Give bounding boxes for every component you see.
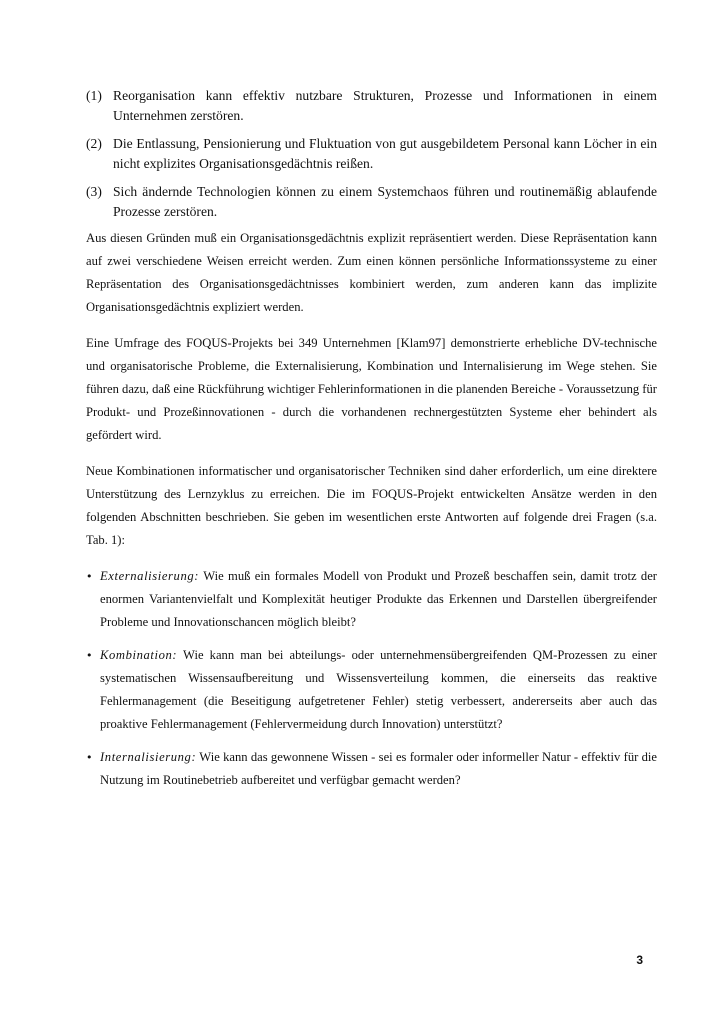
list-item <box>86 182 657 222</box>
bullet-icon: • <box>86 751 93 764</box>
list-item <box>86 134 657 174</box>
bullet-term: Kombination: <box>100 648 178 662</box>
bullet-text: Wie kann das gewonnene Wissen - sei es formaler oder informeller Natur - effektiv für die Nutzung im Routinebetrieb aufbereitet und verfügbar gemacht werden? <box>100 750 657 787</box>
list-item <box>86 746 657 792</box>
item-number: (2) <box>86 136 102 151</box>
list-item <box>86 86 657 126</box>
paragraph: Aus diesen Gründen muß ein Organisationsgedächtnis explizit repräsentiert werden. Diese Repräsentation kann auf zwei verschiedene Weisen erreicht werden. Zum einen können persönliche Informationssysteme zu einer Repräsentation des Organisationsgedächtnisses kombiniert werden, zum anderen kann das implizite Organisationsgedächtnis expliziert werden. <box>86 231 657 314</box>
paragraph: Eine Umfrage des FOQUS-Projekts bei 349 Unternehmen [Klam97] demonstrierte erhebliche DV-technische und organisatorische Probleme, die Externalisierung, Kombination und Internalisierung im Wege stehen. Sie führen dazu, daß eine Rückführung wichtiger Fehlerinformationen in die planenden Bereiche - Voraussetzung für Produkt- und Prozeßinnovationen - durch die vorhandenen rechnergestützten Systeme eher behindert als gefördert wird. <box>86 336 657 442</box>
item-text: Die Entlassung, Pensionierung und Fluktuation von gut ausgebildetem Personal kann Löcher in ein nicht explizites Organisationsgedächtnis reißen. <box>113 136 657 171</box>
bullet-text: Wie muß ein formales Modell von Produkt und Prozeß beschaffen sein, damit trotz der enormen Variantenvielfalt und Komplexität heutiger Produkte das Erkennen und Darstellen übergreifender Probleme und Innovationschancen möglich bleibt? <box>100 569 657 629</box>
numbered-list <box>86 86 657 222</box>
bullet-list <box>86 565 657 792</box>
bullet-icon: • <box>86 649 93 662</box>
list-item <box>86 565 657 634</box>
bullet-icon: • <box>86 570 93 583</box>
paragraph: Neue Kombinationen informatischer und organisatorischer Techniken sind daher erforderlich, um eine direktere Unterstützung des Lernzyklus zu erreichen. Die im FOQUS-Projekt entwickelten Ansätze werden in den folgenden Abschnitten beschrieben. Sie geben im wesentlichen erste Antworten auf folgende drei Fragen (s.a. Tab. 1): <box>86 464 657 547</box>
bullet-term: Internalisierung: <box>100 750 197 764</box>
item-number: (1) <box>86 88 102 103</box>
bullet-text: Wie kann man bei abteilungs- oder unternehmensübergreifenden QM-Prozessen zu einer systematischen Wissensaufbereitung und Wissensverteilung kommen, die einerseits das reaktive Fehlermanagement (die Beseitigung aufgetretener Fehler) stetig verbessert, andererseits aber auch das proaktive Fehlermanagement (Fehlervermeidung durch Innovation) unterstützt? <box>100 648 657 731</box>
item-number: (3) <box>86 184 102 199</box>
page-number: 3 <box>636 953 643 967</box>
page-content <box>86 86 657 802</box>
list-item <box>86 644 657 736</box>
bullet-term: Externalisierung: <box>100 569 200 583</box>
item-text: Reorganisation kann effektiv nutzbare Strukturen, Prozesse und Informationen in einem Unternehmen zerstören. <box>113 88 657 123</box>
item-text: Sich ändernde Technologien können zu einem Systemchaos führen und routinemäßig ablaufende Prozesse zerstören. <box>113 184 657 219</box>
